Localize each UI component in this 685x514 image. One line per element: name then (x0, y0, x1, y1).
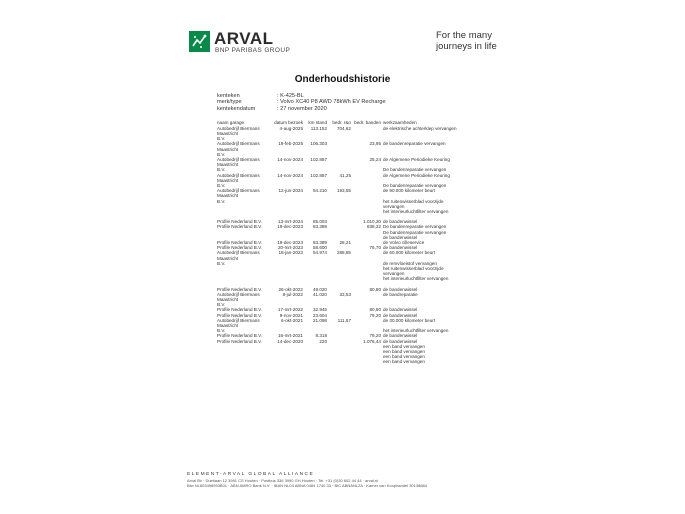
cell-work: de bandreparatie (383, 291, 418, 297)
table-row (217, 188, 475, 198)
cell-garage: Autobedrijf Biermans Maastricht (217, 141, 260, 152)
cell-date: 14-dec-2020 (277, 338, 303, 344)
info-value: : 27 november 2020 (277, 105, 327, 112)
cell-work: een band vervangen (383, 359, 425, 365)
cell-garage: Profile Nederland B.V. (217, 312, 263, 318)
cell-tyre-cost: 80,80 (369, 286, 381, 292)
cell-garage (217, 276, 271, 281)
cell-tyre-cost: 25,24 (369, 156, 381, 162)
table-row (217, 359, 475, 364)
cell-garage: Autobedrijf Biermans Maastricht (217, 291, 260, 302)
header-repair: bedr. r&o (332, 120, 351, 125)
cell-garage: Profile Nederland B.V. (217, 307, 263, 313)
table-row (217, 292, 475, 302)
arval-logo-icon (189, 31, 210, 52)
cell-date: 12-jun-2024 (278, 188, 303, 194)
cell-date: 13-mrt-2024 (277, 219, 303, 225)
brand-subtitle: BNP PARIBAS GROUP (215, 47, 291, 54)
cell-repair-cost (327, 157, 351, 167)
cell-work: De bandenreparatie vervangen (383, 167, 447, 173)
cell-work: de bandenwissel (383, 312, 418, 318)
cell-garage: Autobedrijf Biermans Maastricht (217, 317, 260, 329)
cell-tyre-cost: 80,80 (369, 307, 381, 313)
cell-garage: B.V. (217, 198, 226, 204)
page-title: Onderhoudshistorie (294, 74, 391, 85)
cell-garage: B.V. (217, 167, 226, 173)
header-date: datum bezoek (274, 120, 303, 125)
cell-garage: Autobedrijf Biermans Maastricht (217, 156, 260, 168)
table-row (217, 173, 475, 183)
cell-km: 94.210 (312, 188, 327, 194)
info-value: : Volvo XC40 P8 AWD 78kWh EV Recharge (277, 99, 386, 106)
info-label: merk/type (217, 99, 242, 106)
table-header (217, 120, 475, 125)
cell-tyre-cost (351, 250, 383, 260)
cell-garage: Profile Nederland B.V. (217, 286, 263, 292)
cell-tyre-cost: 1.010,20 (363, 219, 381, 225)
table-body (217, 126, 475, 365)
cell-work: de 30.000 kilometer beurt (383, 317, 436, 323)
cell-work: een band vervangen (383, 354, 425, 360)
cell-date: 9-nov-2021 (279, 312, 303, 318)
cell-tyre-cost (351, 276, 383, 281)
vehicle-info (217, 93, 386, 112)
cell-garage: Autobedrijf Biermans Maastricht (217, 188, 260, 199)
cell-km: 21.098 (312, 317, 327, 323)
cell-repair-cost: 41,25 (339, 172, 351, 178)
cell-work: de bandenwissel (383, 333, 418, 339)
tagline-line-2: journeys in life (436, 41, 497, 52)
cell-garage: B.V. (217, 260, 226, 266)
cell-work: de Algemene Periodieke Keuring (383, 156, 450, 162)
cell-work: de remvloeistof vervangen (383, 260, 437, 266)
cell-tyre-cost (351, 359, 383, 364)
cell-work: het interieurluchtfilter vervangen (383, 276, 449, 282)
cell-repair-cost: 288,85 (336, 250, 351, 256)
cell-garage (217, 359, 271, 364)
cell-tyre-cost: 79,20 (369, 312, 381, 318)
cell-km (303, 209, 327, 214)
cell-work: de Algemene Periodieke Keuring (383, 172, 450, 178)
cell-km: 106.303 (310, 141, 327, 147)
cell-km: 220 (319, 338, 327, 344)
cell-km: 58.600 (312, 245, 327, 251)
cell-garage: Autobedrijf Biermans Maastricht (217, 125, 260, 136)
maintenance-table (217, 120, 475, 365)
info-row-kentekendatum (217, 106, 386, 112)
info-label: kenteken (217, 93, 240, 99)
cell-repair-cost (327, 359, 351, 364)
table-row (217, 318, 475, 328)
header-work: werkzaamheden (383, 120, 417, 125)
cell-tyre-cost: 1.076,44 (363, 338, 381, 344)
cell-date: 14-nov-2024 (277, 172, 303, 178)
cell-work: vervangen (383, 271, 405, 277)
cell-date: 19-feb-2025 (278, 141, 303, 147)
table-row (217, 250, 475, 260)
cell-tyre-cost (351, 188, 383, 198)
cell-date: 17-mrt-2022 (277, 307, 303, 313)
tagline-line-1: For the many (436, 30, 492, 41)
cell-garage: Profile Nederland B.V. (217, 245, 263, 251)
cell-garage: Profile Nederland B.V. (217, 333, 263, 339)
table-row (217, 141, 475, 151)
footer (187, 472, 427, 489)
cell-garage: B.V. (217, 328, 226, 334)
brand-name: ARVAL (214, 29, 274, 48)
cell-work: vervangen (383, 203, 405, 209)
cell-km: 102.887 (310, 156, 327, 162)
cell-garage (217, 209, 271, 214)
cell-garage: Profile Nederland B.V. (217, 224, 263, 230)
cell-tyre-cost (351, 173, 383, 183)
cell-repair-cost: 33,53 (339, 291, 351, 297)
cell-work: de bandenwissel (383, 286, 418, 292)
cell-tyre-cost: 838,22 (366, 224, 381, 230)
cell-work: de bandenwissel (383, 234, 418, 240)
cell-work: de bandenwissel (383, 219, 418, 225)
cell-km: 32.945 (312, 307, 327, 313)
cell-tyre-cost (351, 318, 383, 328)
cell-date: 4-aug-2025 (279, 125, 303, 131)
cell-tyre-cost: 79,20 (369, 333, 381, 339)
cell-tyre-cost (351, 292, 383, 302)
cell-garage: B.V. (217, 182, 226, 188)
footer-legal: Btw NL803498993B01 · ABN AMRO Bank N.V. · IBAN NL04 ABNA 0484 1740 33 · BIC ABNANL2A · Kamer van Koophandel 30138684 (187, 483, 427, 488)
cell-tyre-cost (351, 126, 383, 136)
cell-km: 49.020 (312, 286, 327, 292)
table-row (217, 157, 475, 167)
cell-date: 20-mrt-2023 (277, 245, 303, 251)
cell-garage: Autobedrijf Biermans Maastricht (217, 172, 260, 183)
table-row (217, 126, 475, 136)
cell-work: De bandenreparatie vervangen (383, 224, 447, 230)
footer-alliance: ELEMENT-ARVAL GLOBAL ALLIANCE (187, 472, 315, 477)
cell-repair-cost: 704,62 (336, 125, 351, 131)
info-label: kentekendatum (217, 105, 256, 112)
cell-tyre-cost: 76,70 (369, 245, 381, 251)
cell-garage: B.V. (217, 302, 226, 308)
cell-work: de bandenwissel (383, 245, 418, 251)
cell-repair-cost: 111,57 (337, 317, 351, 323)
cell-date (271, 359, 303, 364)
cell-date: 19-dec-2023 (277, 239, 303, 245)
cell-work: de 90.000 kilometer beurt (383, 188, 436, 194)
cell-garage: Profile Nederland B.V. (217, 219, 263, 225)
cell-km: 41.020 (312, 291, 327, 297)
tagline (436, 30, 526, 52)
cell-tyre-cost: 23,95 (369, 141, 381, 147)
cell-work: de bandenreparatie vervangen (383, 141, 446, 147)
table-row (217, 276, 475, 281)
cell-km: 83.389 (312, 239, 327, 245)
cell-garage: B.V. (217, 136, 226, 142)
cell-km: 8.318 (315, 333, 327, 339)
cell-work: het ruitenwisserblad voorzijde (383, 265, 444, 271)
cell-date: 18-jan-2023 (278, 250, 303, 256)
cell-date (271, 209, 303, 214)
cell-garage: Profile Nederland B.V. (217, 239, 263, 245)
cell-work: De bandenreparatie vervangen (383, 182, 447, 188)
cell-work: De bandenreparatie vervangen (383, 229, 447, 235)
cell-repair-cost (327, 209, 351, 214)
cell-repair-cost (327, 141, 351, 151)
header-km: km stand (308, 120, 327, 125)
cell-tyre-cost (351, 209, 383, 214)
cell-km: 102.887 (310, 172, 327, 178)
cell-repair-cost (327, 276, 351, 281)
cell-work: de Volvo cilleservice (383, 239, 425, 245)
cell-date: 19-dec-2023 (277, 224, 303, 230)
cell-km: 83.389 (312, 224, 327, 230)
cell-work: het interieurluchtfilter vervangen (383, 328, 449, 334)
cell-work: de 60.000 kilometer beurt (383, 250, 436, 256)
cell-km: 54.974 (312, 250, 327, 256)
cell-repair-cost: 28,21 (339, 239, 351, 245)
cell-date: 8-jul-2022 (282, 291, 303, 297)
table-row (217, 209, 475, 214)
cell-date (271, 276, 303, 281)
cell-date: 6-okt-2021 (281, 317, 303, 323)
cell-work: de bandenwissel (383, 338, 418, 344)
cell-date: 14-nov-2024 (277, 156, 303, 162)
cell-km: 113.152 (310, 125, 327, 131)
cell-work: een band vervangen (383, 343, 425, 349)
cell-km (303, 359, 327, 364)
cell-km: 23.604 (312, 312, 327, 318)
cell-date: 26-okt-2022 (278, 286, 303, 292)
cell-garage: Autobedrijf Biermans Maastricht (217, 250, 260, 261)
cell-work: de elektrische achterklep vervangen (383, 125, 457, 131)
cell-km: 85.003 (312, 219, 327, 225)
header-tyres: bedr. banden (354, 120, 381, 125)
cell-work: het interieurluchtfilter vervangen (383, 208, 449, 214)
cell-work: een band vervangen (383, 349, 425, 355)
info-value: : K-425-BL (277, 93, 304, 99)
cell-garage: B.V. (217, 151, 226, 157)
cell-garage: Profile Nederland B.V. (217, 338, 263, 344)
cell-repair-cost: 193,55 (336, 188, 351, 194)
cell-work: de bandenwissel (383, 307, 418, 313)
cell-work: het ruitenwisserblad voorzijde (383, 198, 444, 204)
cell-date: 16-mrt-2021 (277, 333, 303, 339)
footer-address: Arval Bv · Duetlaan 12 3991 CS Houten · Postbus 336 3990 GH Houten · Tel. +31 (0)30 602 44 44 · arval.nl (187, 477, 379, 483)
header-garage: naam garage (217, 120, 245, 125)
cell-km (303, 276, 327, 281)
